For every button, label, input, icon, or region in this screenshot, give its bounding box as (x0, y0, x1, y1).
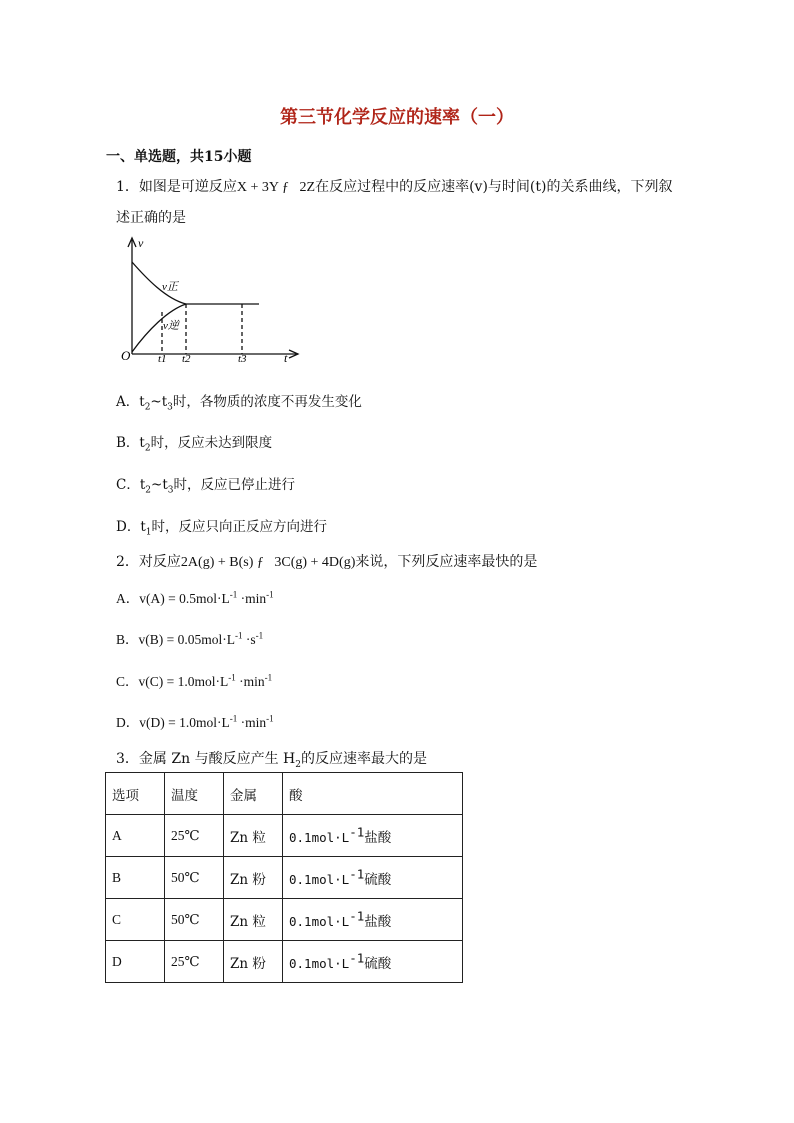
time-symbol: t (139, 477, 146, 493)
option-text: 时，各物质的浓度不再发生变化 (172, 394, 362, 410)
option-b (116, 628, 263, 648)
table-cell (283, 899, 463, 941)
option-d (116, 711, 274, 731)
option-letter: D． (116, 715, 140, 730)
conditions-table (105, 772, 463, 983)
table-cell: 25℃ (165, 941, 224, 983)
question-1-line2: 述正确的是 (116, 210, 186, 226)
concentration: 0.1mol·L (289, 913, 350, 929)
question-text: 的反应速率最大的是 (300, 751, 427, 767)
option-d (116, 515, 327, 538)
table-row (106, 857, 463, 899)
unit-text: ·s (242, 632, 256, 647)
option-letter: A． (116, 394, 140, 410)
option-letter: C． (116, 674, 139, 689)
equation: 2A(g) + B(s) ƒ 3C(g) + 4D(g) (180, 555, 356, 570)
option-letter: B． (116, 632, 139, 647)
option-c (116, 670, 272, 690)
question-number: 2． (116, 554, 139, 570)
table-row (106, 941, 463, 983)
rate-expression: v(B) = 0.05mol·L (138, 632, 235, 647)
unit-text: ·min (237, 715, 267, 730)
table-cell (283, 815, 463, 857)
time-symbol: t (162, 477, 168, 493)
option-letter: B． (116, 435, 140, 451)
range-separator: ~ (151, 477, 163, 493)
table-cell: 50℃ (165, 857, 224, 899)
concentration: 0.1mol·L (289, 871, 350, 887)
concentration: 0.1mol·L (289, 955, 350, 971)
exponent: -1 (349, 908, 365, 923)
option-c (116, 473, 295, 496)
question-number: 3． (116, 751, 139, 767)
page-title: 第三节化学反应的速率（一） (280, 107, 514, 128)
time-subscript: 3 (167, 402, 173, 413)
table-header: 金属 (224, 773, 283, 815)
table-cell: 25℃ (165, 815, 224, 857)
table-cell: D (106, 941, 165, 983)
exponent: -1 (349, 824, 365, 839)
exponent: -1 (229, 713, 238, 724)
time-subscript: 2 (144, 443, 151, 454)
exponent: -1 (266, 713, 274, 724)
acid-name: 盐酸 (364, 829, 392, 846)
rate-expression: v(C) = 1.0mol·L (138, 674, 229, 689)
rate-time-graph (116, 234, 306, 364)
time-symbol: t (139, 394, 145, 410)
subscript: 2 (295, 759, 301, 770)
origin-label: O (121, 348, 131, 363)
acid-name: 硫酸 (364, 871, 392, 888)
option-a (116, 390, 362, 413)
option-letter: C． (116, 477, 140, 493)
table-cell: Zn 粉 (224, 857, 283, 899)
table-cell: A (106, 815, 165, 857)
table-header: 温度 (165, 773, 224, 815)
time-symbol: t (139, 435, 145, 451)
question-text: 来说，下列反应速率最快的是 (355, 554, 538, 570)
option-text: 时，反应已停止进行 (173, 477, 295, 493)
exponent: -1 (266, 589, 274, 600)
reverse-rate-label: v逆 (163, 320, 179, 332)
table-cell: B (106, 857, 165, 899)
time-subscript: 2 (145, 485, 152, 496)
table-cell: Zn 粒 (224, 815, 283, 857)
table-header: 酸 (283, 773, 463, 815)
tick-t3: t3 (238, 353, 247, 364)
time-symbol: t (161, 394, 168, 410)
acid-name: 盐酸 (364, 913, 392, 930)
table-cell: C (106, 899, 165, 941)
option-a (116, 587, 274, 607)
table-cell: 50℃ (165, 899, 224, 941)
table-header-row (106, 773, 463, 815)
exponent: -1 (228, 672, 236, 683)
exponent: -1 (235, 630, 243, 641)
question-text: 在反应过程中的反应速率(v)与时间(t)的关系曲线，下列叙 (315, 179, 673, 195)
x-axis-label: t (284, 351, 288, 364)
section-heading: 一、单选题，共15小题 (106, 149, 252, 165)
rate-expression: v(A) = 0.5mol·L (139, 591, 230, 606)
option-letter: D． (116, 519, 141, 535)
forward-rate-curve (132, 262, 186, 304)
exponent: -1 (264, 672, 273, 683)
rate-expression: v(D) = 1.0mol·L (139, 715, 230, 730)
unit-text: ·min (237, 591, 267, 606)
acid-name: 硫酸 (364, 955, 392, 972)
y-axis-label: v (138, 236, 144, 250)
question-text: 对反应 (138, 554, 181, 570)
time-subscript: 2 (144, 402, 151, 413)
exponent: -1 (255, 630, 264, 641)
option-text: 时，反应只向正反应方向进行 (151, 519, 327, 535)
exponent: -1 (229, 589, 238, 600)
time-symbol: t (140, 519, 146, 535)
table-row (106, 899, 463, 941)
option-text: 时，反应未达到限度 (150, 435, 273, 451)
time-subscript: 1 (145, 527, 152, 538)
option-letter: A． (116, 591, 140, 606)
concentration: 0.1mol·L (289, 829, 350, 845)
table-row (106, 815, 463, 857)
forward-rate-label: v正 (162, 281, 178, 293)
option-b (116, 431, 273, 454)
question-number: 1． (116, 179, 139, 195)
time-subscript: 3 (167, 485, 174, 496)
exponent: -1 (349, 950, 365, 965)
table-cell: Zn 粉 (224, 941, 283, 983)
question-text: 如图是可逆反应 (138, 179, 237, 195)
table-cell: Zn 粒 (224, 899, 283, 941)
tick-t1: t1 (158, 353, 167, 364)
table-cell (283, 941, 463, 983)
tick-t2: t2 (182, 353, 191, 364)
question-1 (116, 176, 672, 196)
equation: X + 3Y ƒ 2Z (236, 180, 316, 195)
table-header: 选项 (106, 773, 165, 815)
question-2 (116, 551, 537, 571)
question-text: 金属 Zn 与酸反应产生 H (138, 751, 296, 767)
question-3 (116, 748, 427, 768)
exponent: -1 (349, 866, 365, 881)
unit-text: ·min (235, 674, 265, 689)
range-separator: ~ (150, 394, 162, 410)
table-cell (283, 857, 463, 899)
